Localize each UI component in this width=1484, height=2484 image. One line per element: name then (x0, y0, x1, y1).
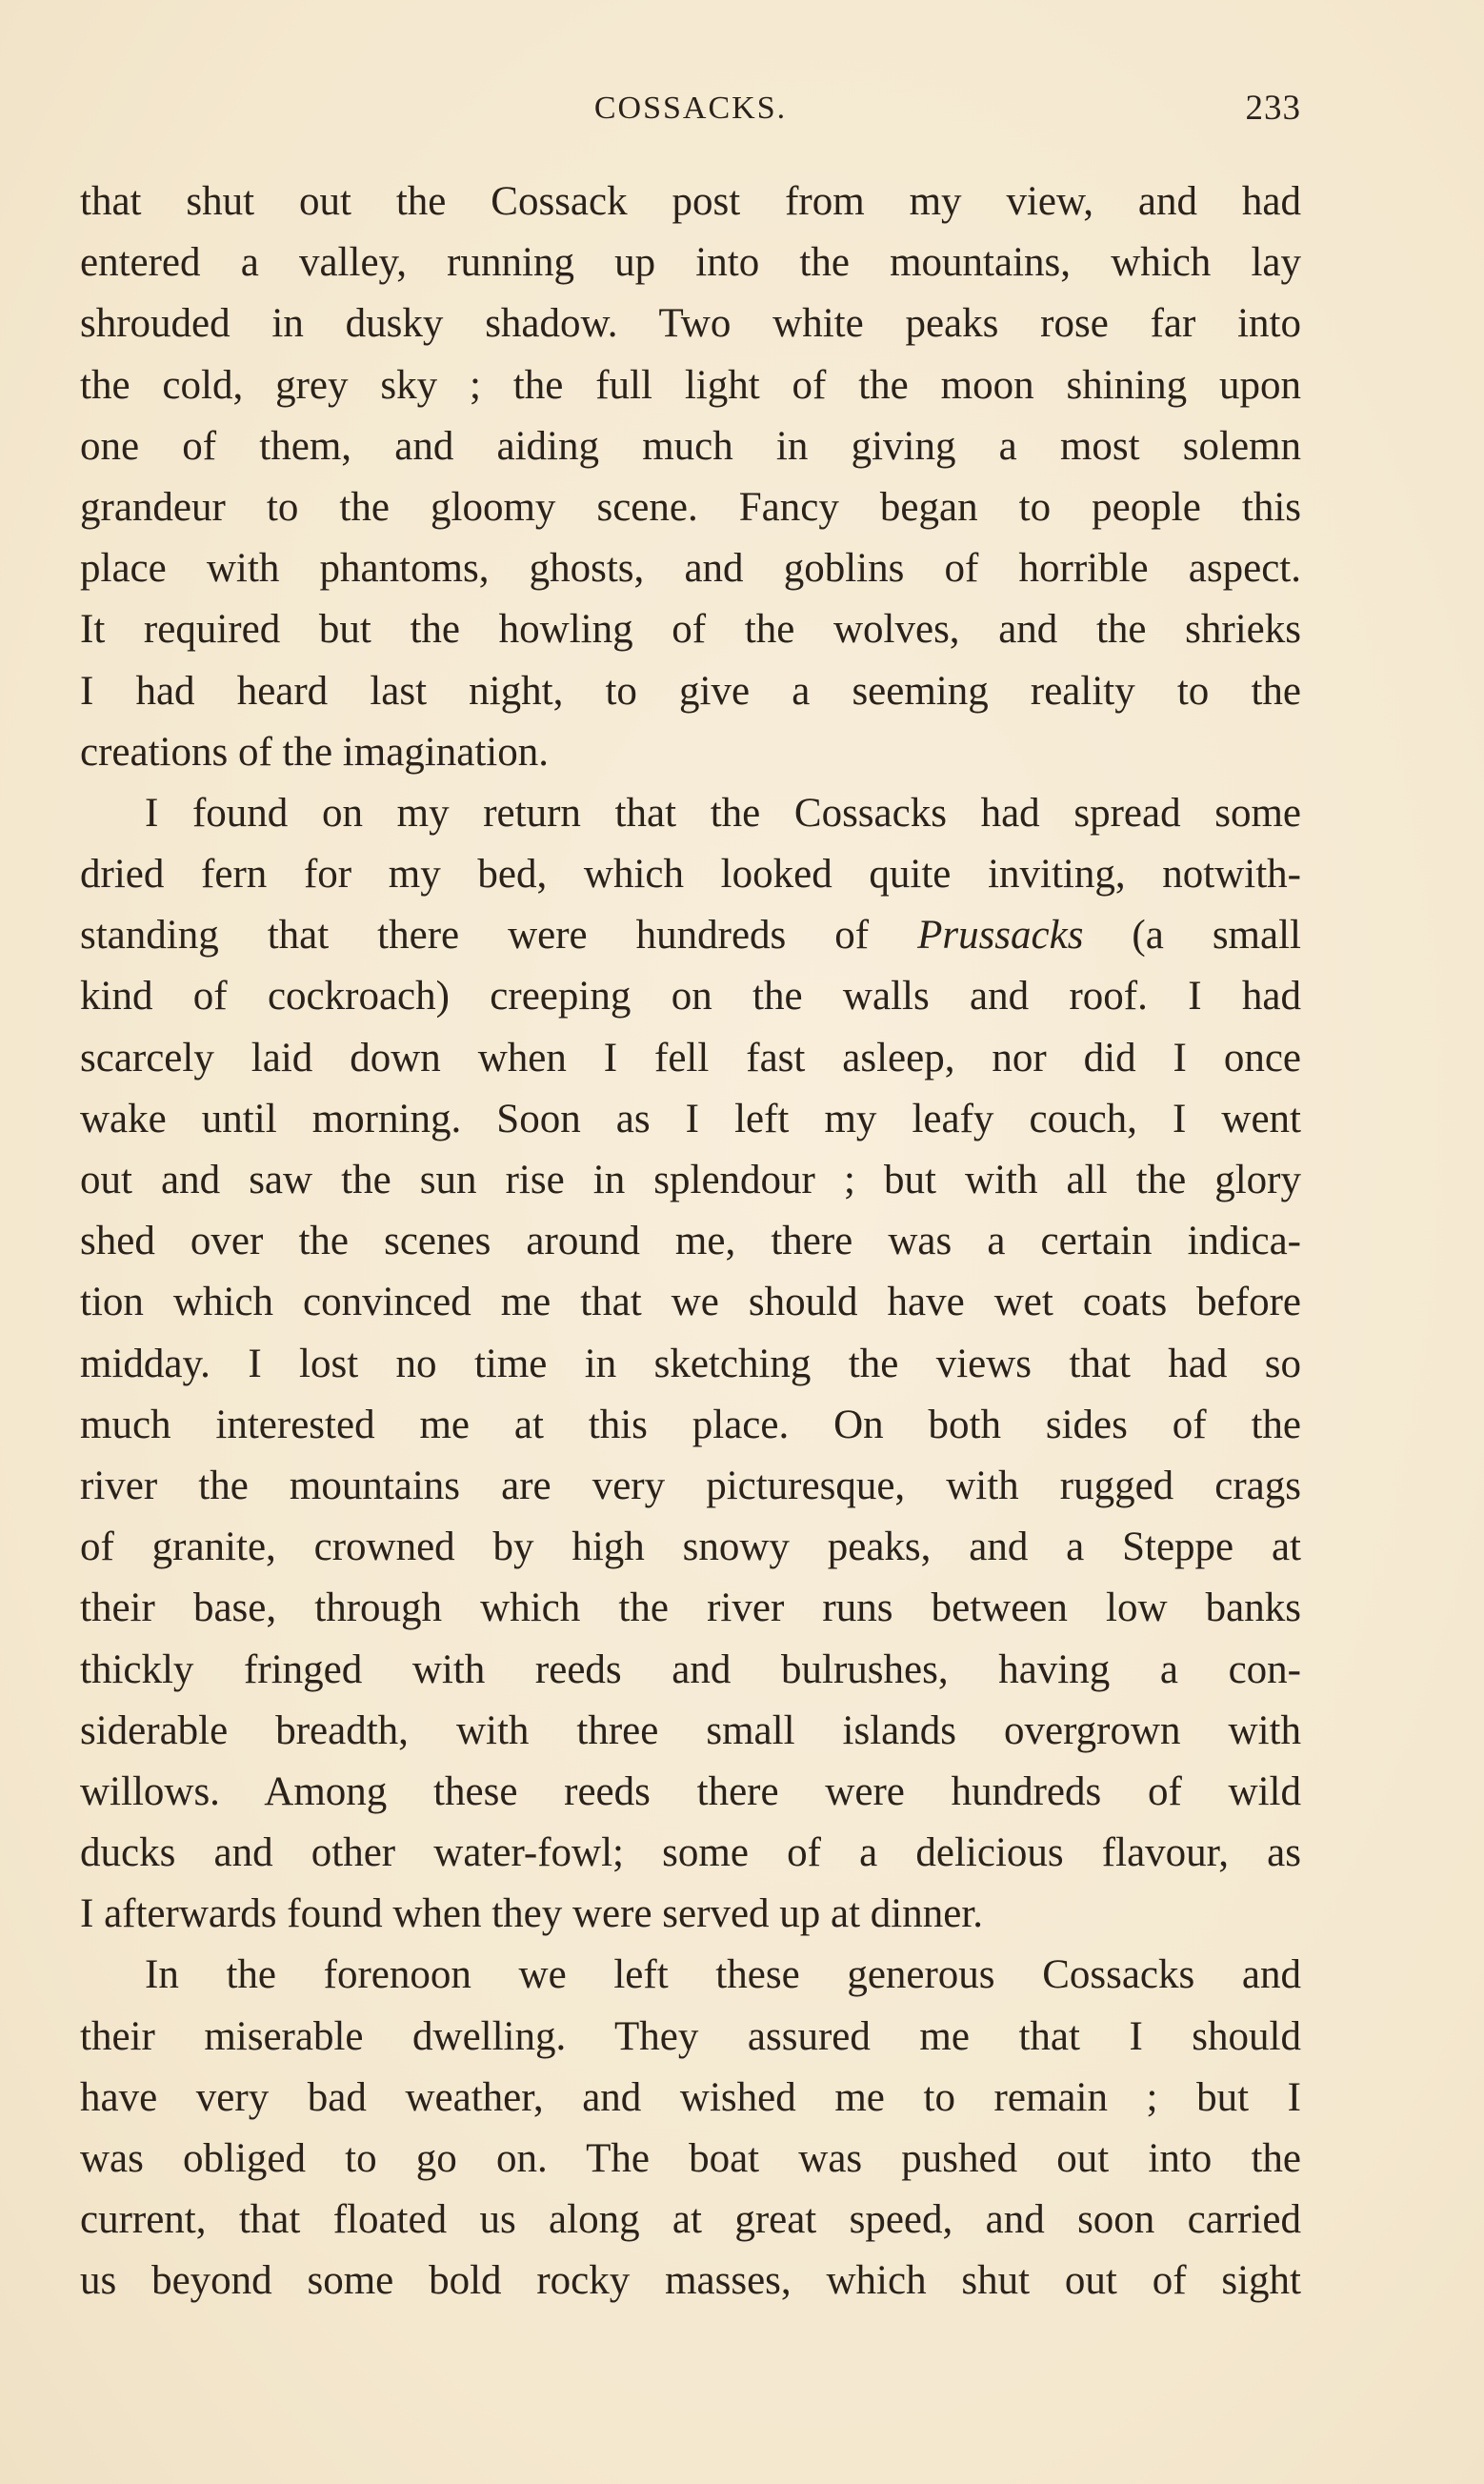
text-line: was obliged to go on. The boat was pushed out into the (80, 2136, 1301, 2181)
text-line: wake until morning. Soon as I left my leafy couch, I went (80, 1096, 1301, 1141)
text-line: one of them, and aiding much in giving a most solemn (80, 423, 1301, 469)
page-header (80, 80, 1301, 137)
text-line: It required but the howling of the wolves, and the shrieks (80, 607, 1301, 653)
running-head: COSSACKS. (593, 91, 788, 126)
line-text-before: standing that there were hundreds of (80, 913, 918, 959)
text-line-with-italic (80, 905, 1301, 966)
text-line: shed over the scenes around me, there was a certain indica- (80, 1219, 1301, 1264)
text-line: siderable breadth, with three small islands overgrown with (80, 1707, 1301, 1753)
text-line: the cold, grey sky ; the full light of the moon shining upon (80, 362, 1301, 408)
paragraph-end-line: I afterwards found when they were served up at dinner. (80, 1891, 984, 1937)
body-text (80, 172, 1301, 2312)
text-line: I had heard last night, to give a seeming reality to the (80, 668, 1301, 714)
text-line: current, that floated us along at great speed, and soon carried (80, 2197, 1301, 2243)
text-line: shrouded in dusky shadow. Two white peaks rose far into (80, 301, 1301, 347)
text-line: place with phantoms, ghosts, and goblins of horrible aspect. (80, 546, 1301, 592)
page-number: 233 (1245, 89, 1301, 128)
text-line: scarcely laid down when I fell fast asleep, nor did I once (80, 1035, 1301, 1080)
text-line: thickly fringed with reeds and bulrushes, having a con- (80, 1646, 1301, 1692)
line-text-after: (a small (1083, 913, 1301, 959)
text-line: river the mountains are very picturesque, with rugged crags (80, 1463, 1301, 1508)
text-line: out and saw the sun rise in splendour ; but with all the glory (80, 1158, 1301, 1202)
text-line: ducks and other water-fowl; some of a delicious flavour, as (80, 1830, 1301, 1876)
text-line: midday. I lost no time in sketching the views that had so (80, 1341, 1301, 1386)
paragraph-start-line: In the forenoon we left these generous Cossacks and (145, 1952, 1301, 1998)
text-line: that shut out the Cossack post from my view, and had (80, 179, 1301, 224)
text-line: entered a valley, running up into the mountains, which lay (80, 240, 1301, 286)
text-line: willows. Among these reeds there were hundreds of wild (80, 1768, 1301, 1814)
text-line: dried fern for my bed, which looked quite inviting, notwith- (80, 852, 1301, 898)
text-line: their miserable dwelling. They assured me that I should (80, 2013, 1301, 2059)
text-line: grandeur to the gloomy scene. Fancy began to people this (80, 484, 1301, 530)
paragraph-end-line: creations of the imagination. (80, 729, 549, 775)
text-line: their base, through which the river runs between low banks (80, 1585, 1301, 1631)
paragraph-start-line: I found on my return that the Cossacks had spread some (145, 790, 1301, 836)
text-line: have very bad weather, and wished me to remain ; but I (80, 2074, 1301, 2120)
text-line: kind of cockroach) creeping on the walls and roof. I had (80, 974, 1301, 1020)
text-line: us beyond some bold rocky masses, which shut out of sight (80, 2258, 1301, 2304)
text-line: of granite, crowned by high snowy peaks, and a Steppe at (80, 1525, 1301, 1570)
italic-term: Prussacks (917, 913, 1084, 959)
text-line: tion which convinced me that we should have wet coats before (80, 1280, 1301, 1325)
text-line: much interested me at this place. On both sides of the (80, 1402, 1301, 1447)
